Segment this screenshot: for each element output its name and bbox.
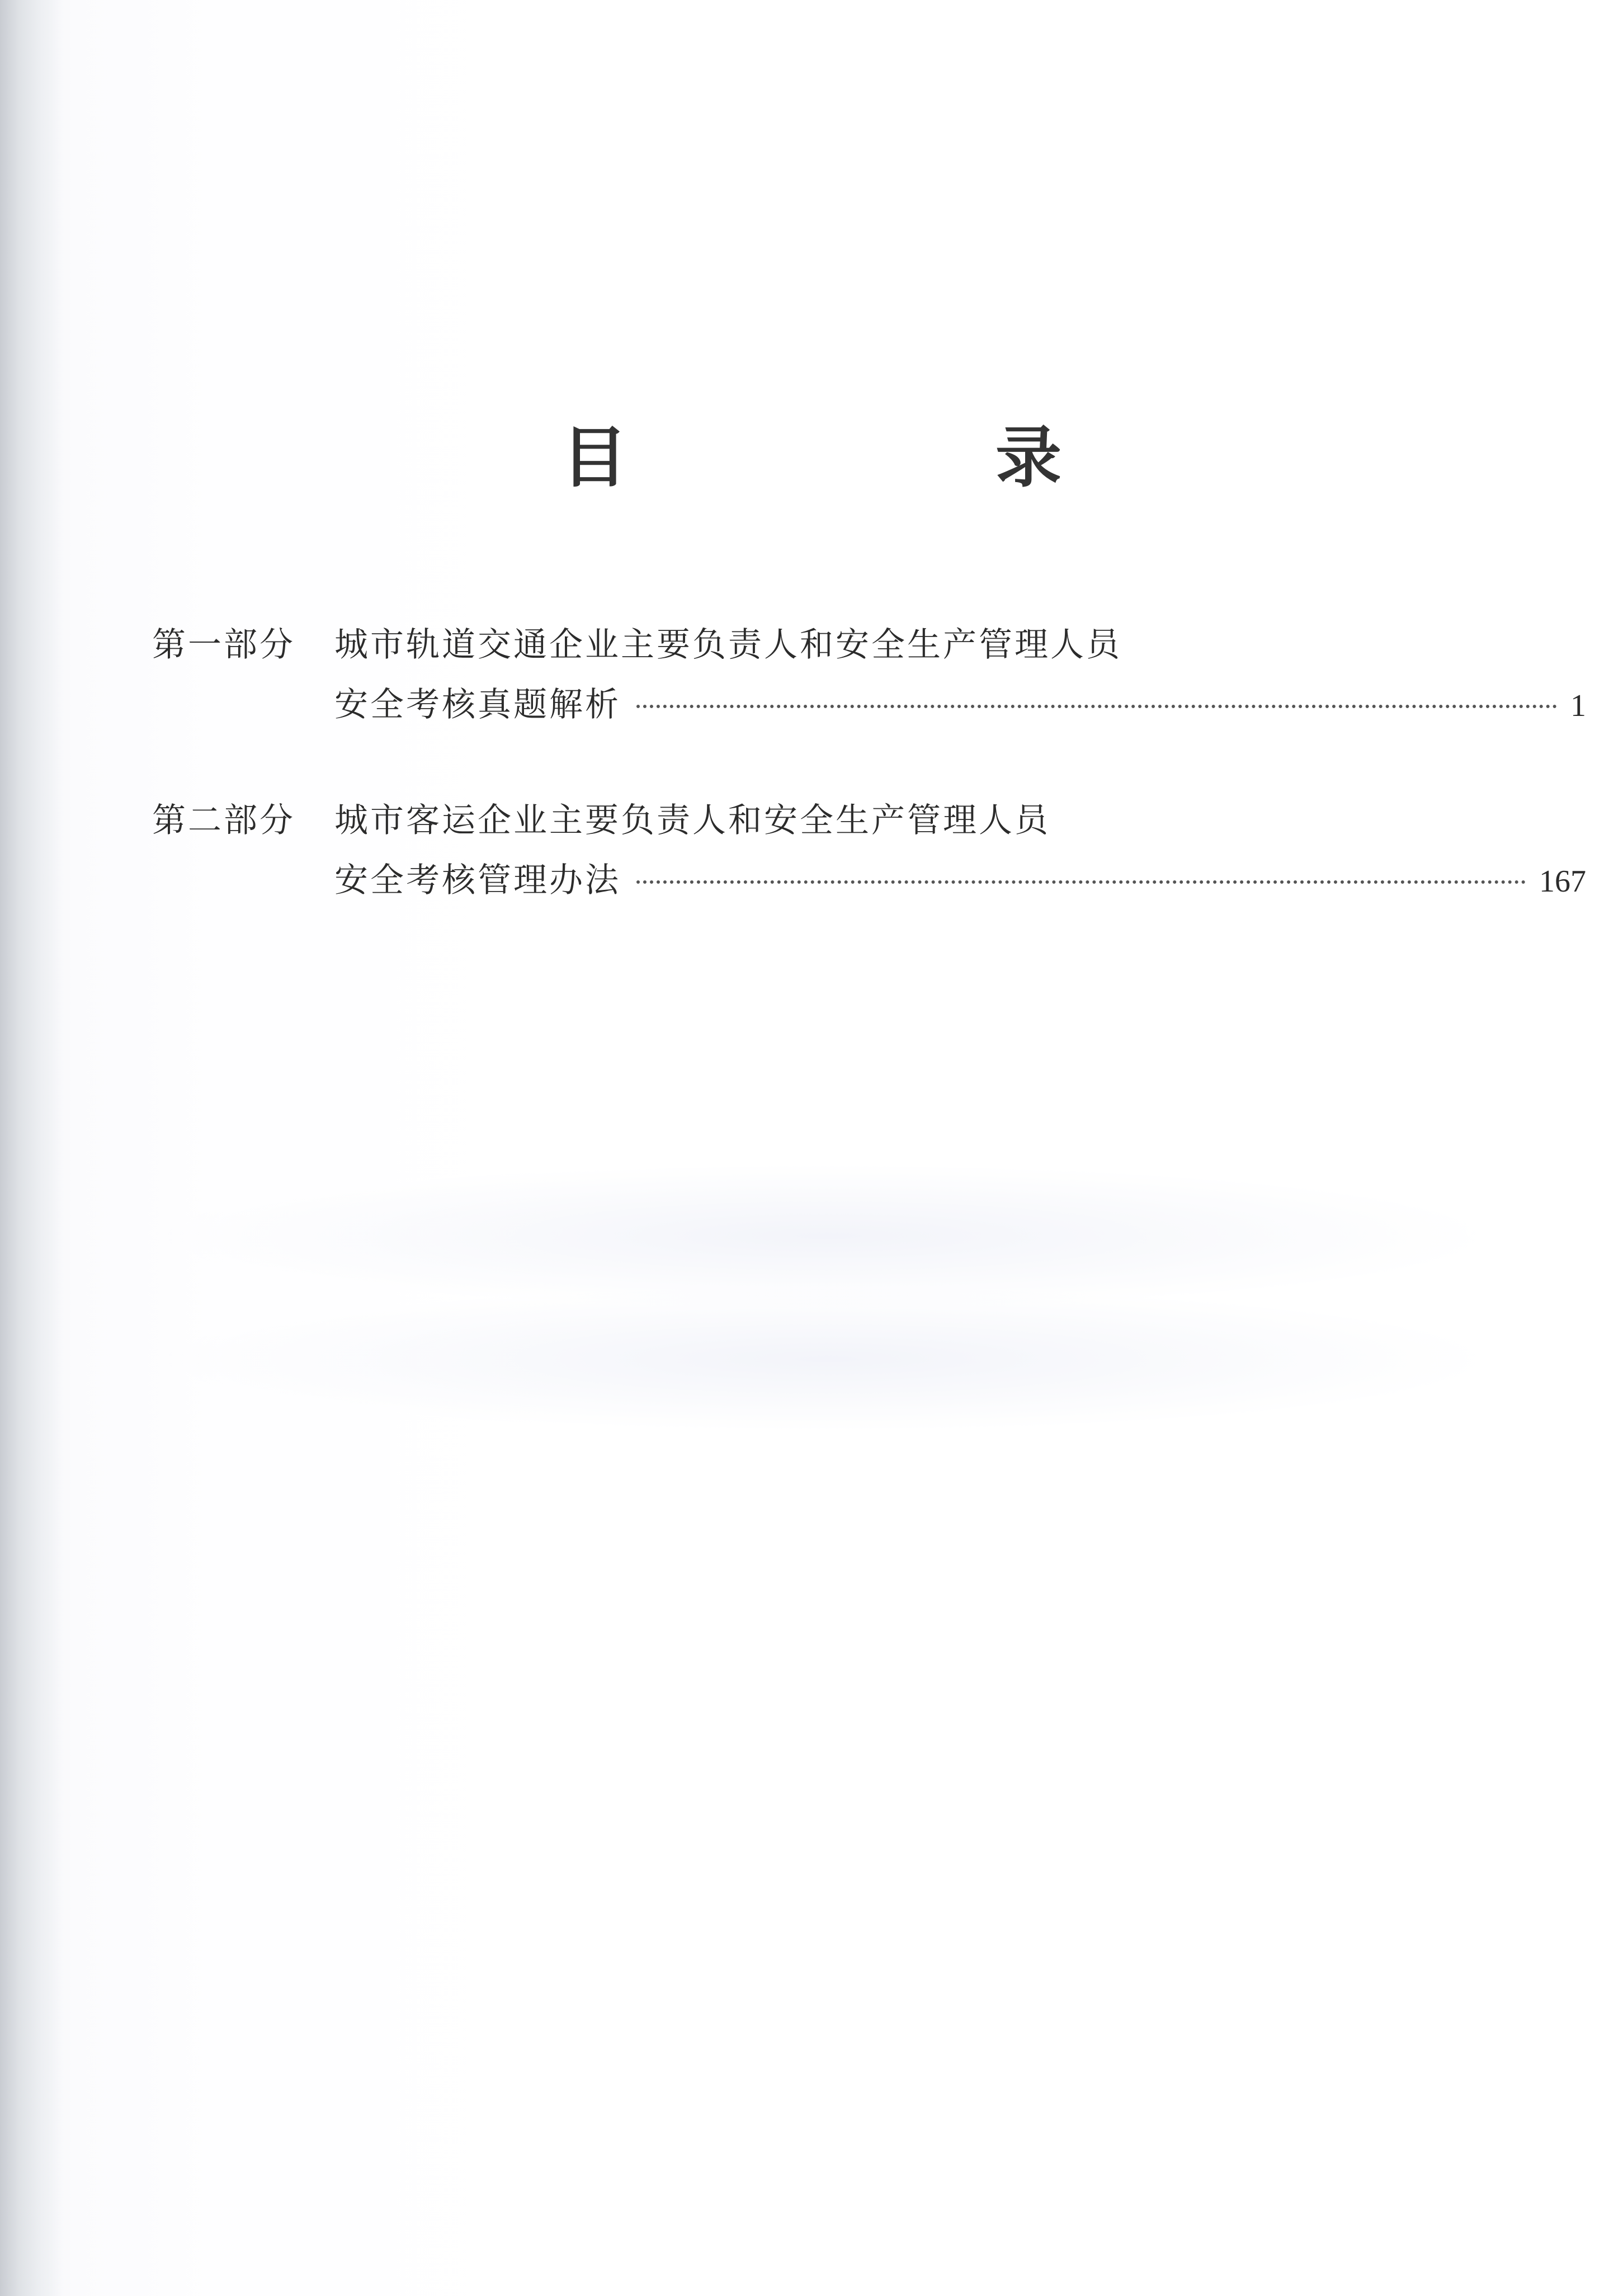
toc-part-label: 第一部分: [152, 625, 295, 664]
toc-page-number: 167: [1539, 864, 1586, 899]
toc-entry-title: 城市客运企业主要负责人和安全生产管理人员: [334, 801, 1050, 840]
toc-entry-subline: [334, 861, 1586, 901]
dot-leader: [636, 705, 1557, 708]
toc-entry-title: 城市轨道交通企业主要负责人和安全生产管理人员: [334, 625, 1122, 664]
toc-entry-subline: [334, 685, 1586, 725]
dot-leader: [636, 880, 1526, 884]
toc-page-number: 1: [1570, 689, 1586, 723]
show-through-shadow: [157, 1286, 1499, 1432]
toc-entry-subtitle: 安全考核真题解析: [334, 685, 621, 724]
toc-entry-subtitle: 安全考核管理办法: [334, 861, 621, 900]
book-spine-shadow: [0, 0, 62, 2296]
toc-part-label: 第二部分: [152, 801, 295, 840]
page-title: 目 录: [561, 418, 1212, 496]
